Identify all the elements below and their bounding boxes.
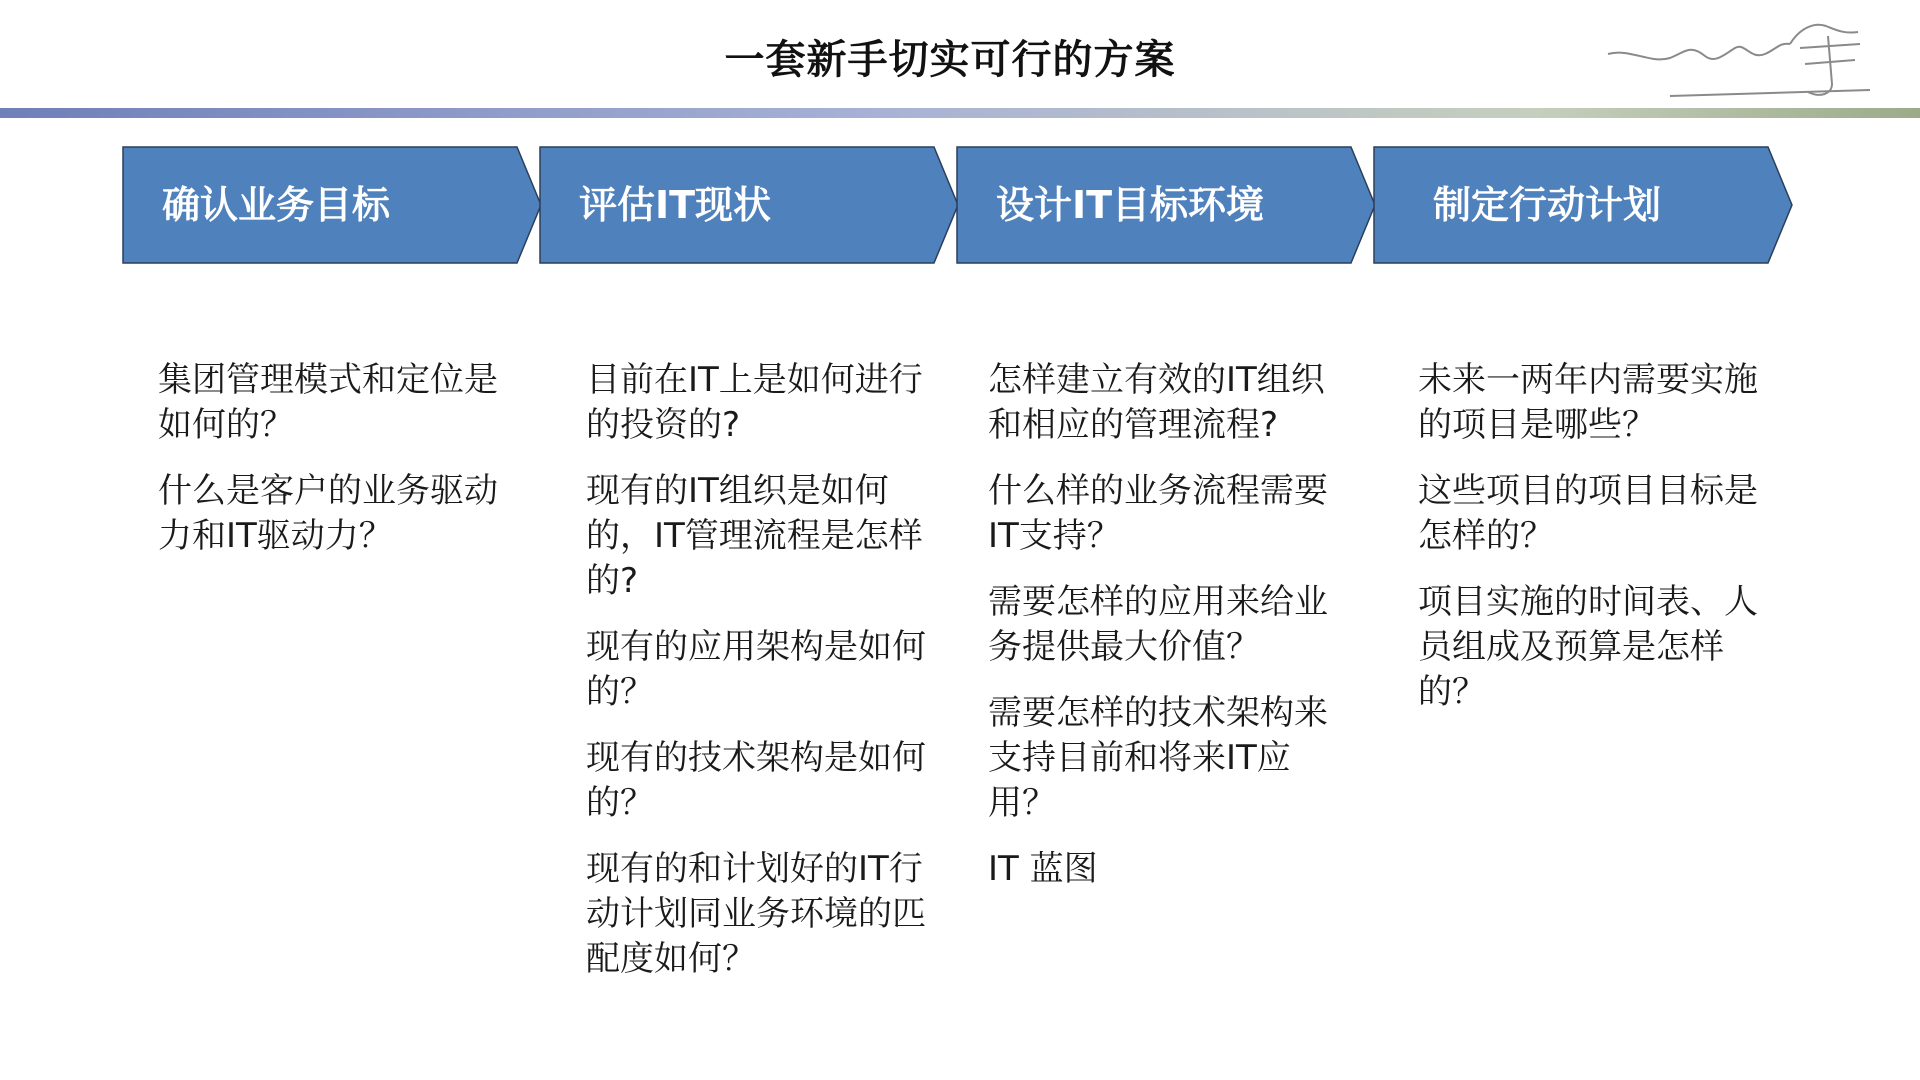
page-title: 一套新手切实可行的方案: [724, 37, 1176, 83]
questions-column-1: [158, 358, 513, 580]
step-label: 确认业务目标: [162, 183, 391, 227]
questions-column-3: [988, 358, 1338, 913]
question-item: 未来一两年内需要实施的项目是哪些？: [1418, 360, 1758, 445]
step-3: [956, 146, 1376, 264]
question-item: 目前在IT上是如何进行的投资的?: [586, 360, 923, 445]
question-item: 什么样的业务流程需要IT支持？: [988, 471, 1328, 556]
question-item: 怎样建立有效的IT组织和相应的管理流程?: [988, 360, 1325, 445]
questions-column-2: [586, 358, 926, 1003]
step-2: [539, 146, 959, 264]
question-item: 现有的应用架构是如何的？: [586, 627, 926, 712]
question-item: 现有的和计划好的IT行动计划同业务环境的匹配度如何？: [586, 849, 926, 979]
step-label: 设计IT目标环境: [996, 183, 1265, 227]
step-label: 评估IT现状: [579, 183, 772, 227]
process-steps: [122, 146, 1792, 264]
question-item: 集团管理模式和定位是如何的？: [158, 360, 498, 445]
question-item: 什么是客户的业务驱动力和IT驱动力？: [158, 471, 498, 556]
question-item: 现有的技术架构是如何的？: [586, 738, 926, 823]
step-label: 制定行动计划: [1433, 183, 1662, 227]
title-divider: [0, 108, 1920, 118]
questions-column-4: [1418, 358, 1768, 736]
signature-logo: [1600, 14, 1880, 104]
question-item: 现有的IT组织是如何的，IT管理流程是怎样的?: [586, 471, 923, 601]
question-item: 需要怎样的应用来给业务提供最大价值？: [988, 582, 1328, 667]
step-1: [122, 146, 542, 264]
question-item: 需要怎样的技术架构来支持目前和将来IT应用？: [988, 693, 1328, 823]
question-item: IT 蓝图: [988, 849, 1098, 889]
question-item: 项目实施的时间表、人员组成及预算是怎样的？: [1418, 582, 1758, 712]
question-item: 这些项目的项目目标是怎样的？: [1418, 471, 1758, 556]
step-4: [1373, 146, 1793, 264]
